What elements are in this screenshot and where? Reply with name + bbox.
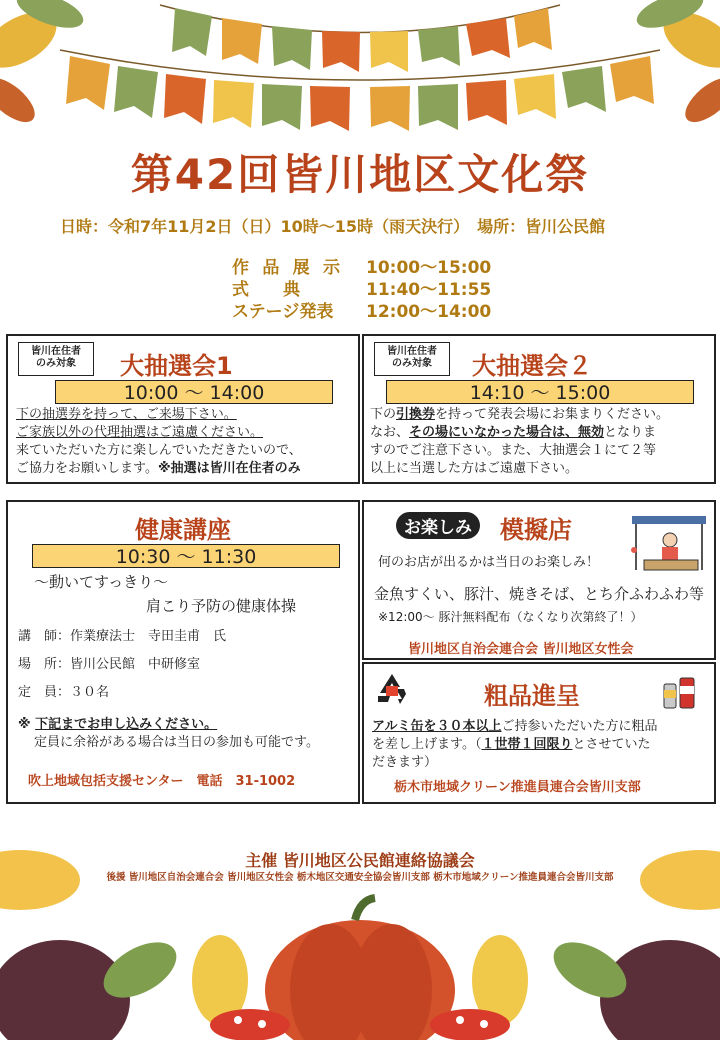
footer-sponsors: 後援 皆川地区自治会連合会 皆川地区女性会 栃木地区交通安全協会皆川支部 栃木市地域クリーン推進員連合会皆川支部 — [106, 872, 614, 883]
lottery2-title: 大抽選会２ — [472, 352, 592, 380]
lottery1-panel — [6, 334, 360, 484]
badge-line: のみ対象 — [392, 358, 432, 369]
schedule-time-ceremony: 11:40～11:55 — [366, 280, 492, 300]
food-stall-icon — [630, 512, 710, 578]
recycle-icon — [374, 672, 410, 706]
lottery2-line1 — [370, 406, 669, 424]
text: ご協力をお願いします。 — [16, 461, 158, 476]
schedule-time-exhibit: 10:00～15:00 — [366, 258, 492, 278]
bunting-decoration — [0, 0, 720, 135]
text: とさせていた — [572, 737, 651, 752]
text-bold: その場にいなかった場合は、無効 — [409, 425, 605, 440]
text: を持って発表会場にお集まりください。 — [435, 407, 670, 422]
text-bold: アルミ缶を３０本以上 — [372, 719, 502, 734]
lottery1-time: 10:00 ～ 14:00 — [55, 380, 333, 404]
footer-host: 主催 皆川地区公民館連絡協議会 — [245, 851, 475, 870]
lottery2-line4: 以上に当選した方はご遠慮下さい。 — [370, 461, 579, 476]
badge-line: のみ対象 — [36, 358, 76, 369]
value: ３０名 — [70, 685, 110, 700]
lottery2-time: 14:10 ～ 15:00 — [386, 380, 694, 404]
schedule-label-stage: ステージ発表 — [232, 302, 334, 322]
health-note2: 定員に余裕がある場合は当日の参加も可能です。 — [34, 735, 319, 750]
text: なお、 — [370, 425, 410, 440]
value: 皆川公民館 中研修室 — [70, 657, 201, 672]
text: ご持参いただいた方に粗品 — [501, 719, 658, 734]
lottery2-line3: すのでご注意下さい。また、大抽選会１にて２等 — [370, 443, 657, 458]
health-contact: 吹上地域包括支援センター 電話 31-1002 — [28, 774, 296, 789]
gift-line1 — [372, 718, 658, 736]
lottery1-line1: 下の抽選券を持って、ご来場下さい。 — [16, 407, 237, 422]
lottery1-title: 大抽選会1 — [120, 352, 233, 380]
text: 下の — [370, 407, 397, 422]
health-subtitle1: ～動いてすっきり～ — [34, 573, 169, 591]
page-title: 第42回皆川地区文化祭 — [130, 150, 590, 199]
shop-title: 模擬店 — [500, 516, 572, 544]
lottery2-panel — [362, 334, 716, 484]
residents-only-badge — [18, 342, 94, 376]
gift-line2 — [372, 736, 651, 754]
label: 場 所： — [18, 657, 71, 672]
shop-org: 皆川地区自治会連合会 皆川地区女性会 — [408, 642, 634, 657]
text-bold: 引換券 — [396, 407, 436, 422]
value: 作業療法士 寺田圭甫 氏 — [70, 629, 227, 644]
lottery1-line2: ご家族以外の代理抽選はご遠慮ください。 — [16, 425, 264, 440]
health-lecturer — [18, 628, 226, 646]
gift-line3: だきます） — [372, 755, 438, 770]
health-panel — [6, 500, 360, 804]
residents-only-badge — [374, 342, 450, 376]
text-underlined: 下記までお申し込みください。 — [35, 717, 218, 732]
gift-title: 粗品進呈 — [484, 682, 580, 710]
lottery1-line4 — [16, 460, 301, 478]
health-note1 — [18, 716, 217, 734]
text-bold: ※抽選は皆川在住者のみ — [157, 461, 301, 476]
text: となりま — [604, 425, 657, 440]
text: ※ — [18, 717, 36, 732]
health-place — [18, 656, 200, 674]
label: 定 員： — [18, 685, 71, 700]
gift-panel — [362, 662, 716, 804]
shop-line2: 金魚すくい、豚汁、焼きそば、とち介ふわふわ等 — [374, 585, 705, 603]
lottery1-line3: 来ていただいた方に楽しんでいただきたいので、 — [16, 443, 302, 458]
schedule-label-ceremony: 式 典 — [232, 280, 300, 300]
badge-line: 皆川在住者 — [387, 346, 437, 357]
lottery2-line2 — [370, 424, 656, 442]
schedule-label-exhibit: 作品展示 — [232, 258, 340, 278]
health-time: 10:30 ～ 11:30 — [32, 544, 340, 568]
text-bold: １世帯１回限り — [481, 737, 573, 752]
shop-line3: ※12:00～ 豚汁無料配布（なくなり次第終了！） — [378, 610, 643, 624]
health-title: 健康講座 — [135, 516, 231, 544]
shop-panel — [362, 500, 716, 660]
badge-line: 皆川在住者 — [31, 346, 81, 357]
shop-logo: お楽しみ — [396, 512, 480, 539]
schedule-time-stage: 12:00～14:00 — [366, 302, 492, 322]
text: を差し上げます。（ — [372, 737, 482, 752]
health-subtitle2: 肩こり予防の健康体操 — [146, 597, 297, 615]
cans-icon — [660, 674, 704, 712]
health-capacity — [18, 684, 109, 702]
label: 講 師： — [18, 629, 71, 644]
event-dateline: 日時：令和7年11月2日（日）10時～15時（雨天決行） 場所：皆川公民館 — [60, 217, 606, 236]
shop-line1: 何のお店が出るかは当日のお楽しみ！ — [378, 555, 600, 570]
gift-org: 栃木市地域クリーン推進員連合会皆川支部 — [394, 780, 641, 795]
